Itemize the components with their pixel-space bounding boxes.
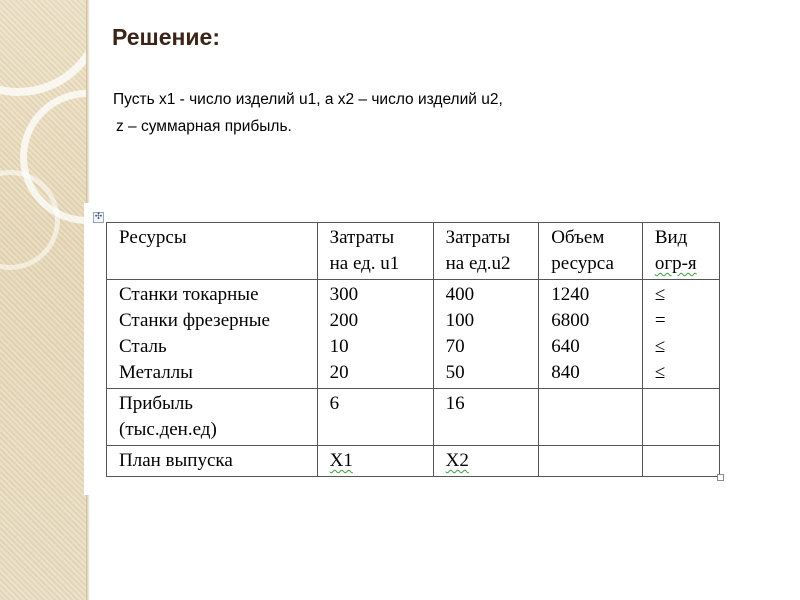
resource-name: Сталь: [119, 336, 167, 357]
cost-u1-cell: [317, 280, 433, 389]
table-header-row: [107, 223, 720, 280]
cost-value: 100: [445, 310, 475, 331]
constraint-symbol: ≤: [654, 362, 666, 383]
cost-value: 200: [329, 310, 359, 331]
cost-value: 10: [329, 336, 349, 357]
empty-cell: [539, 446, 643, 477]
resource-name: Станки токарные: [119, 284, 259, 305]
volume-value: 1240: [551, 284, 590, 305]
header-cell: [539, 223, 643, 280]
profit-label-cell: [107, 389, 318, 446]
header-text: Ресурсы: [119, 227, 187, 248]
constraint-symbol: ≤: [654, 284, 666, 305]
constraint-symbol: ≤: [654, 336, 666, 357]
cost-value: 20: [329, 362, 349, 383]
header-text: огр-я: [654, 253, 697, 274]
decorative-ring: [0, 0, 88, 96]
empty-cell: [539, 389, 643, 446]
cost-value: 70: [445, 336, 465, 357]
volume-value: 6800: [551, 310, 590, 331]
plan-u2-cell: [433, 446, 539, 477]
header-cell: [107, 223, 318, 280]
cost-value: 400: [445, 284, 475, 305]
profit-label-unit: (тыс.ден.ед): [119, 419, 217, 440]
table-row-resources: [107, 280, 720, 389]
plan-label-cell: [107, 446, 318, 477]
profit-u2-cell: [433, 389, 539, 446]
header-text: Вид: [654, 227, 688, 248]
intro-text: [113, 86, 503, 140]
header-text: ресурса: [551, 253, 614, 274]
slide-title: Решение:: [112, 24, 221, 50]
plan-variable: X2: [445, 450, 469, 471]
header-cell: [642, 223, 719, 280]
resource-name: Станки фрезерные: [119, 310, 270, 331]
header-text: на ед. u1: [329, 253, 400, 274]
resource-names-cell: [107, 280, 318, 389]
volume-value: 640: [551, 336, 580, 357]
cost-value: 300: [329, 284, 359, 305]
intro-line-1: Пусть x1 - число изделий u1, а x2 – число изделий u2,: [113, 91, 503, 108]
resource-name: Металлы: [119, 362, 193, 383]
profit-label: Прибыль: [119, 393, 193, 414]
header-cell: [433, 223, 539, 280]
empty-cell: [642, 446, 719, 477]
volume-cell: [539, 280, 643, 389]
header-cell: [317, 223, 433, 280]
table-move-handle-icon[interactable]: ✣: [94, 212, 103, 222]
decorative-side-strip: [0, 0, 88, 600]
plan-variable: X1: [329, 450, 353, 471]
header-text: Объем: [551, 227, 605, 248]
resource-table: [106, 222, 720, 477]
table-resize-handle[interactable]: [717, 474, 724, 481]
plan-u1-cell: [317, 446, 433, 477]
header-text: на ед.u2: [445, 253, 511, 274]
cost-value: 50: [445, 362, 465, 383]
empty-cell: [642, 389, 719, 446]
table-row-plan: [107, 446, 720, 477]
header-text: Затраты: [329, 227, 395, 248]
constraint-cell: [642, 280, 719, 389]
header-text: Затраты: [445, 227, 511, 248]
table-row-profit: [107, 389, 720, 446]
profit-value: 16: [445, 393, 465, 414]
intro-line-2: z – суммарная прибыль.: [116, 118, 292, 135]
cost-u2-cell: [433, 280, 539, 389]
constraint-symbol: =: [654, 310, 666, 331]
volume-value: 840: [551, 362, 580, 383]
plan-label: План выпуска: [119, 450, 233, 471]
profit-u1-cell: [317, 389, 433, 446]
profit-value: 6: [329, 393, 340, 414]
